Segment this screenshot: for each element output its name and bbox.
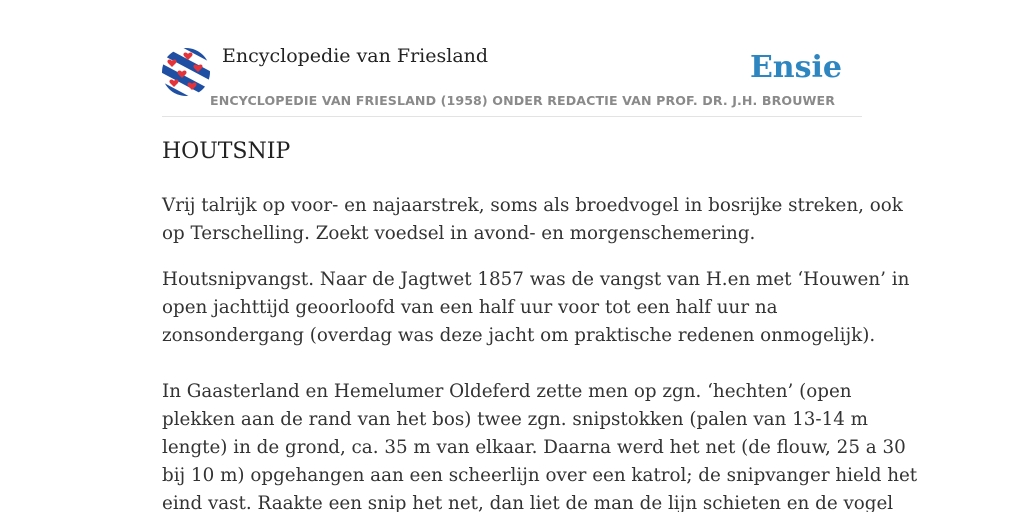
site-title[interactable]: Encyclopedie van Friesland bbox=[222, 45, 489, 67]
article-title: HOUTSNIP bbox=[162, 139, 291, 164]
frisian-flag-icon[interactable] bbox=[162, 48, 210, 96]
article-body bbox=[162, 192, 918, 512]
text-line: bij 10 m) opgehangen aan een scheerlijn over een katrol; de snipvanger hield het bbox=[162, 465, 918, 486]
paragraph-1 bbox=[162, 192, 903, 248]
text-line: zonsondergang (overdag was deze jacht om praktische redenen onmogelijk). bbox=[162, 325, 876, 346]
encyclopedia-subtitle: ENCYCLOPEDIE VAN FRIESLAND (1958) ONDER REDACTIE VAN PROF. DR. J.H. BROUWER bbox=[210, 93, 836, 108]
text-line: lengte) in de grond, ca. 35 m van elkaar. Daarna werd het net (de flouw, 25 a 30 bbox=[162, 437, 906, 458]
site-header bbox=[162, 44, 862, 117]
text-line: op Terschelling. Zoekt voedsel in avond- en morgenschemering. bbox=[162, 223, 756, 244]
paragraph-2 bbox=[162, 266, 918, 512]
text-line: Vrij talrijk op voor- en najaarstrek, soms als broedvogel in bosrijke streken, ook bbox=[162, 195, 903, 216]
text-line: plekken aan de rand van het bos) twee zgn. snipstokken (palen van 13-14 m bbox=[162, 409, 868, 430]
ensie-logo-link[interactable]: Ensie bbox=[749, 50, 842, 85]
line-break bbox=[162, 350, 862, 378]
text-line: eind vast. Raakte een snip het net, dan liet de man de lijn schieten en de vogel bbox=[162, 493, 894, 512]
text-line: open jachttijd geoorloofd van een half uur voor tot een half uur na bbox=[162, 297, 778, 318]
text-line: In Gaasterland en Hemelumer Oldeferd zette men op zgn. ‘hechten’ (open bbox=[162, 381, 852, 402]
text-line: Houtsnipvangst. Naar de Jagtwet 1857 was de vangst van H.en met ‘Houwen’ in bbox=[162, 269, 910, 290]
